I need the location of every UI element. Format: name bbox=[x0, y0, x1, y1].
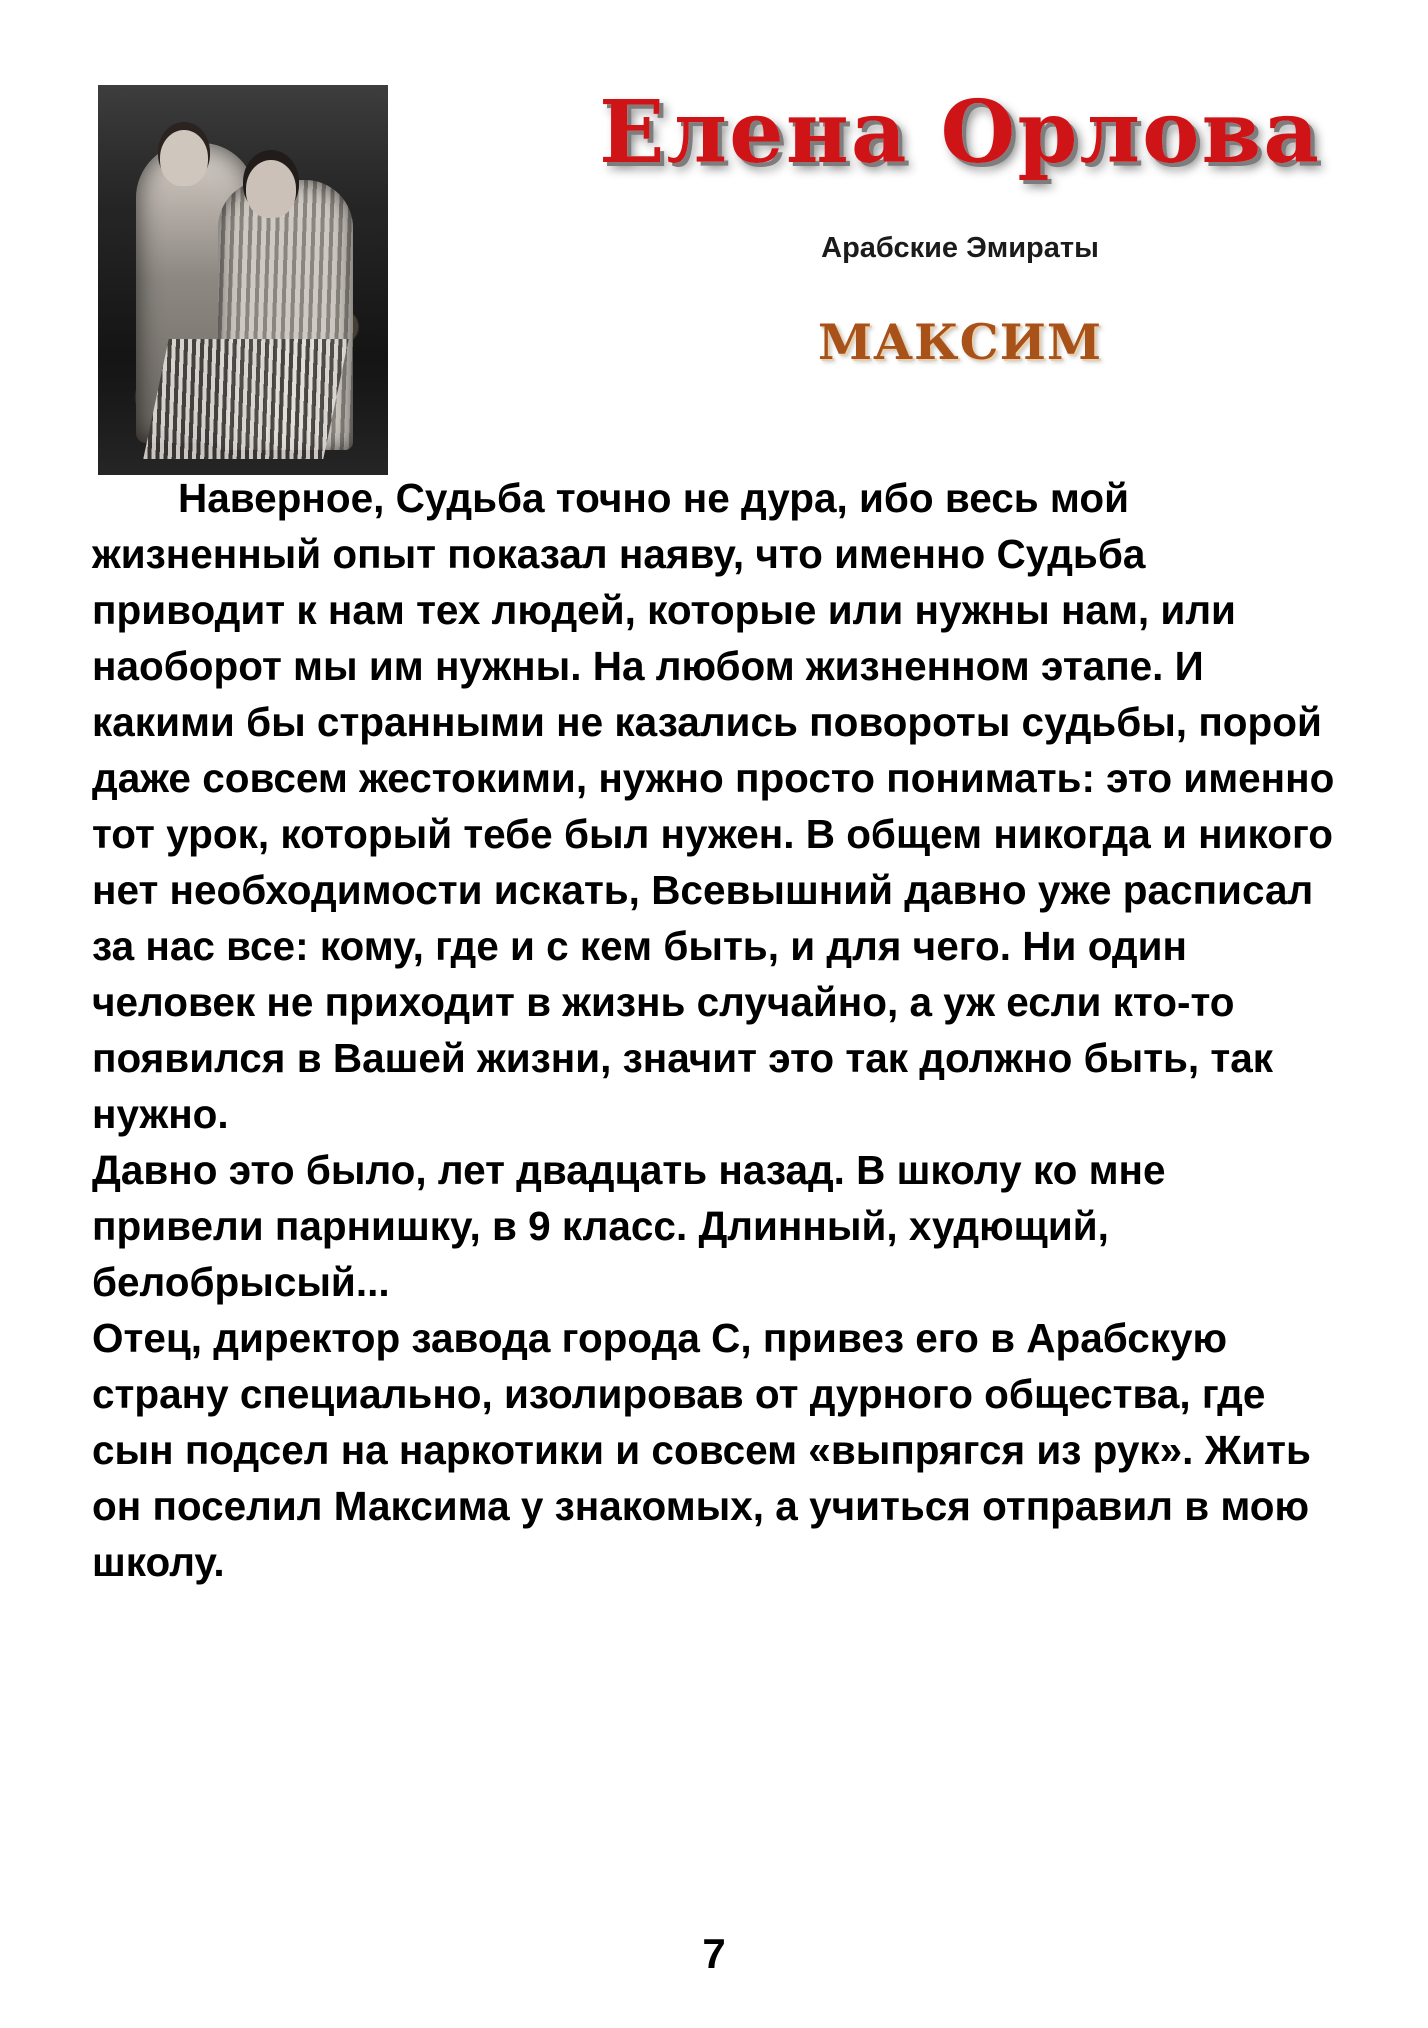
author-name-heading: Елена Орлова bbox=[598, 82, 1322, 183]
story-title: МАКСИМ bbox=[817, 313, 1103, 371]
location-subtitle: Арабские Эмираты bbox=[821, 232, 1099, 264]
author-photo bbox=[98, 85, 388, 475]
photo-figure-right-head bbox=[246, 160, 296, 218]
page-number: 7 bbox=[702, 1930, 726, 1977]
title-block bbox=[560, 82, 1360, 371]
paragraph: Отец, директор завода города С, привез его в Арабскую страну специально, изолировав от дурного общества, где сын подсел на наркотики и совсем «выпрягся из рук». Жить он поселил Максима у знакомых, а учиться отправил в мою школу. bbox=[92, 1315, 1311, 1585]
paragraph: Наверное, Судьба точно не дура, ибо весь мой жизненный опыт показал наяву, что именно Судьба приводит к нам тех людей, которые или нужны нам, или наоборот мы им нужны. На любом жизненном этапе. И какими бы странными не казались повороты судьбы, порой даже совсем жестокими, нужно просто понимать: это именно тот урок, который тебе был нужен. В общем никогда и никого нет необходимости искать, Всевышний давно уже расписал за нас все: кому, где и с кем быть, и для чего. Ни один человек не приходит в жизнь случайно, а уж если кто-то появился в Вашей жизни, значит это так должно быть, так нужно. bbox=[92, 475, 1335, 1137]
photo-figure-left-head bbox=[160, 130, 208, 186]
paragraph: Давно это было, лет двадцать назад. В школу ко мне привели парнишку, в 9 класс. Длинный, худющий, белобрысый... bbox=[92, 1147, 1166, 1305]
photo-figure-legs bbox=[143, 339, 349, 459]
story-body bbox=[92, 470, 1342, 1590]
page-header bbox=[0, 0, 1428, 470]
